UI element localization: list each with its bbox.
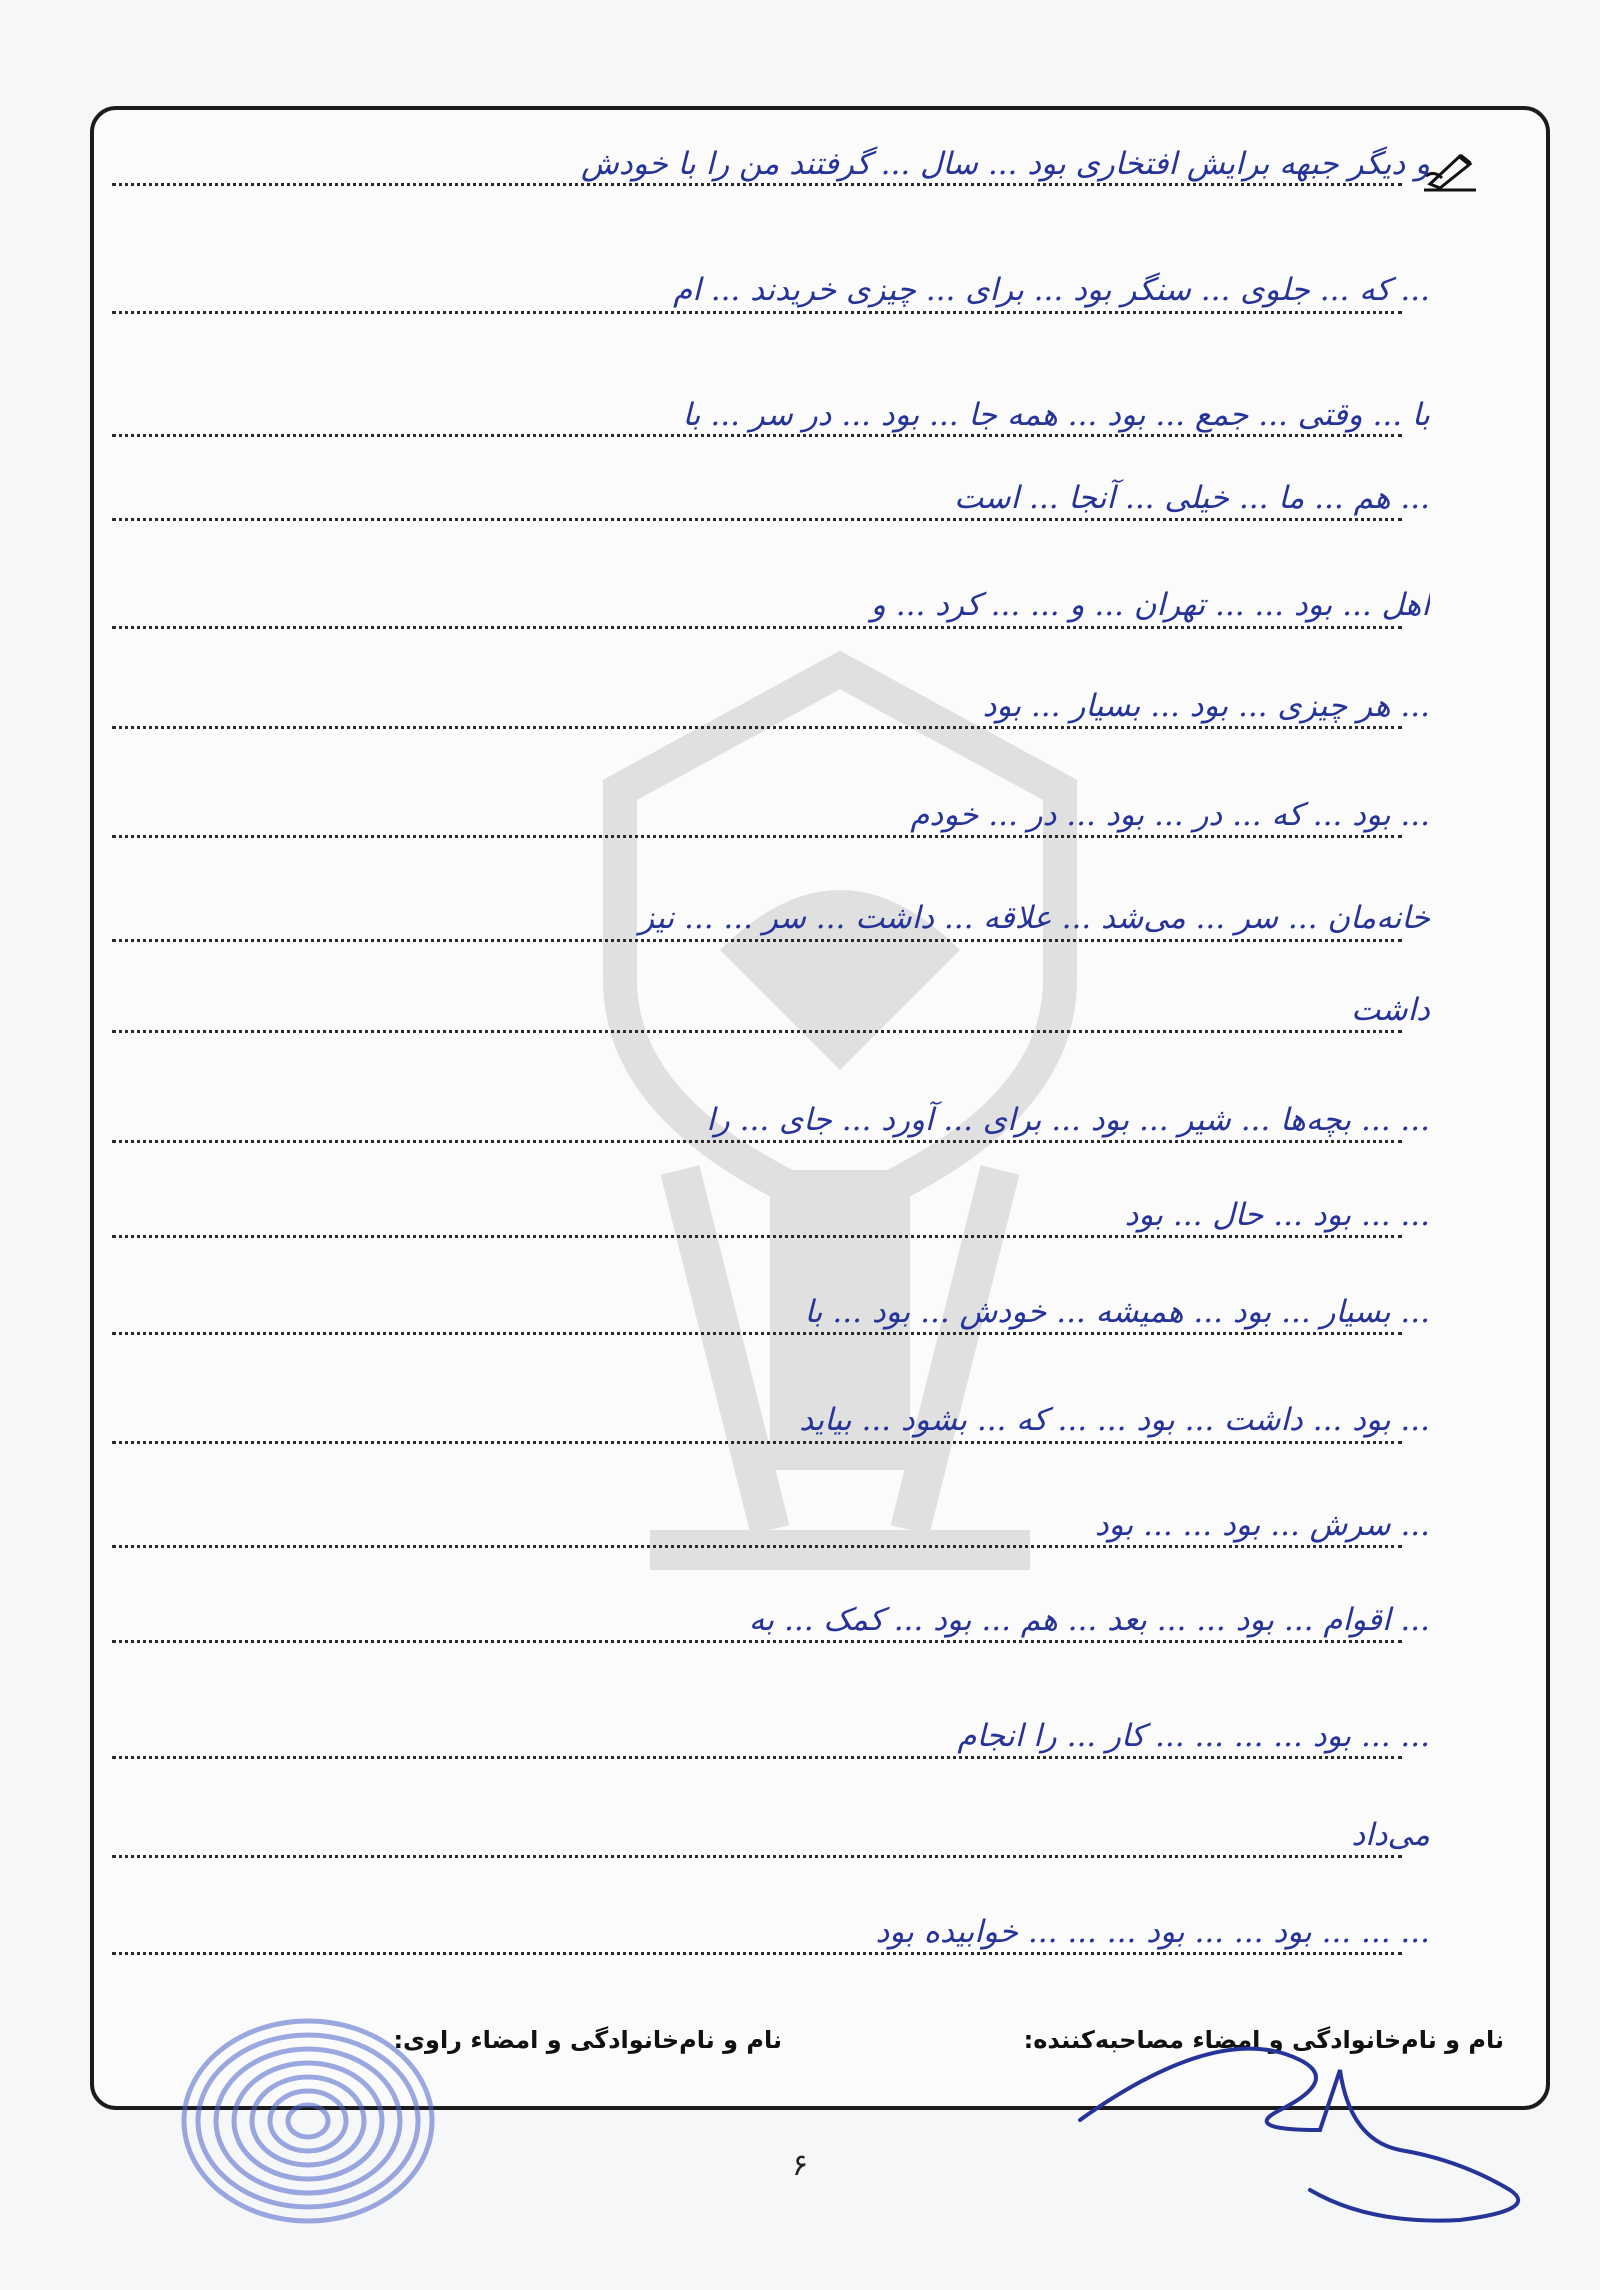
ruled-line xyxy=(112,311,1402,314)
handwritten-line: ... هم ... ما ... خیلی ... آنجا ... است xyxy=(954,480,1430,516)
ruled-line xyxy=(112,726,1402,729)
handwritten-line: ... بسیار ... بود ... همیشه ... خودش ... بود ... با xyxy=(804,1294,1430,1330)
ruled-line xyxy=(112,1332,1402,1335)
ruled-line xyxy=(112,1756,1402,1759)
ruled-line xyxy=(112,626,1402,629)
ruled-line xyxy=(112,1441,1402,1444)
handwritten-line: اهل ... بود ... ... تهران ... و ... ... کرد ... و xyxy=(870,587,1430,623)
page-number: ۶ xyxy=(791,2148,809,2183)
handwritten-line: ... ... ... بود ... ... بود ... ... ... خوابیده بود xyxy=(875,1914,1430,1950)
handwritten-line: داشت xyxy=(1351,992,1430,1028)
handwritten-line: و دیگر جبهه برایش افتخاری بود ... سال ... گرفتند من را با خودش xyxy=(581,146,1430,182)
handwritten-line: خانه‌مان ... سر ... می‌شد ... علاقه ... داشت ... سر ... ... نیز xyxy=(639,900,1430,936)
handwritten-line: ... اقوام ... بود ... ... بعد ... هم ... بود ... کمک ... به xyxy=(748,1602,1430,1638)
ruled-line xyxy=(112,1855,1402,1858)
fingerprint-mark xyxy=(178,2006,438,2236)
interviewer-signature-label: نام و نام‌خانوادگی و امضاء مصاحبه‌کننده: xyxy=(1023,2026,1504,2054)
handwritten-line: ... بود ... که ... در ... بود ... در ... خودم xyxy=(910,797,1430,833)
handwritten-line: ... بود ... داشت ... بود ... ... که ... بشود ... بیاید xyxy=(799,1402,1430,1438)
ruled-line xyxy=(112,1640,1402,1643)
ruled-line xyxy=(112,518,1402,521)
ruled-line xyxy=(112,1952,1402,1955)
handwritten-line: ... هر چیزی ... بود ... بسیار ... بود xyxy=(982,688,1430,724)
handwritten-line: ... که ... جلوی ... سنگر بود ... برای ... چیزی خریدند ... ام xyxy=(673,272,1430,308)
narrator-signature-label: نام و نام‌خانوادگی و امضاء راوی: xyxy=(393,2026,782,2054)
handwritten-line: ... ... بود ... ... ... ... کار ... را انجام xyxy=(957,1718,1430,1754)
ruled-line xyxy=(112,1140,1402,1143)
ruled-line xyxy=(112,1030,1402,1033)
interviewer-signature xyxy=(1040,2000,1560,2240)
handwritten-line: می‌داد xyxy=(1351,1817,1430,1853)
ruled-line xyxy=(112,1235,1402,1238)
handwritten-line: ... سرش ... بود ... ... بود xyxy=(1094,1507,1430,1543)
handwritten-line: ... ... بچه‌ها ... شیر ... بود ... برای ... آورد ... جای ... را xyxy=(706,1102,1430,1138)
ruled-line xyxy=(112,939,1402,942)
handwritten-line: با ... وقتی ... جمع ... بود ... همه جا ... بود ... در سر ... با xyxy=(682,397,1430,433)
handwritten-line: ... ... بود ... حال ... بود xyxy=(1124,1197,1430,1233)
ruled-line xyxy=(112,1545,1402,1548)
ruled-line xyxy=(112,835,1402,838)
